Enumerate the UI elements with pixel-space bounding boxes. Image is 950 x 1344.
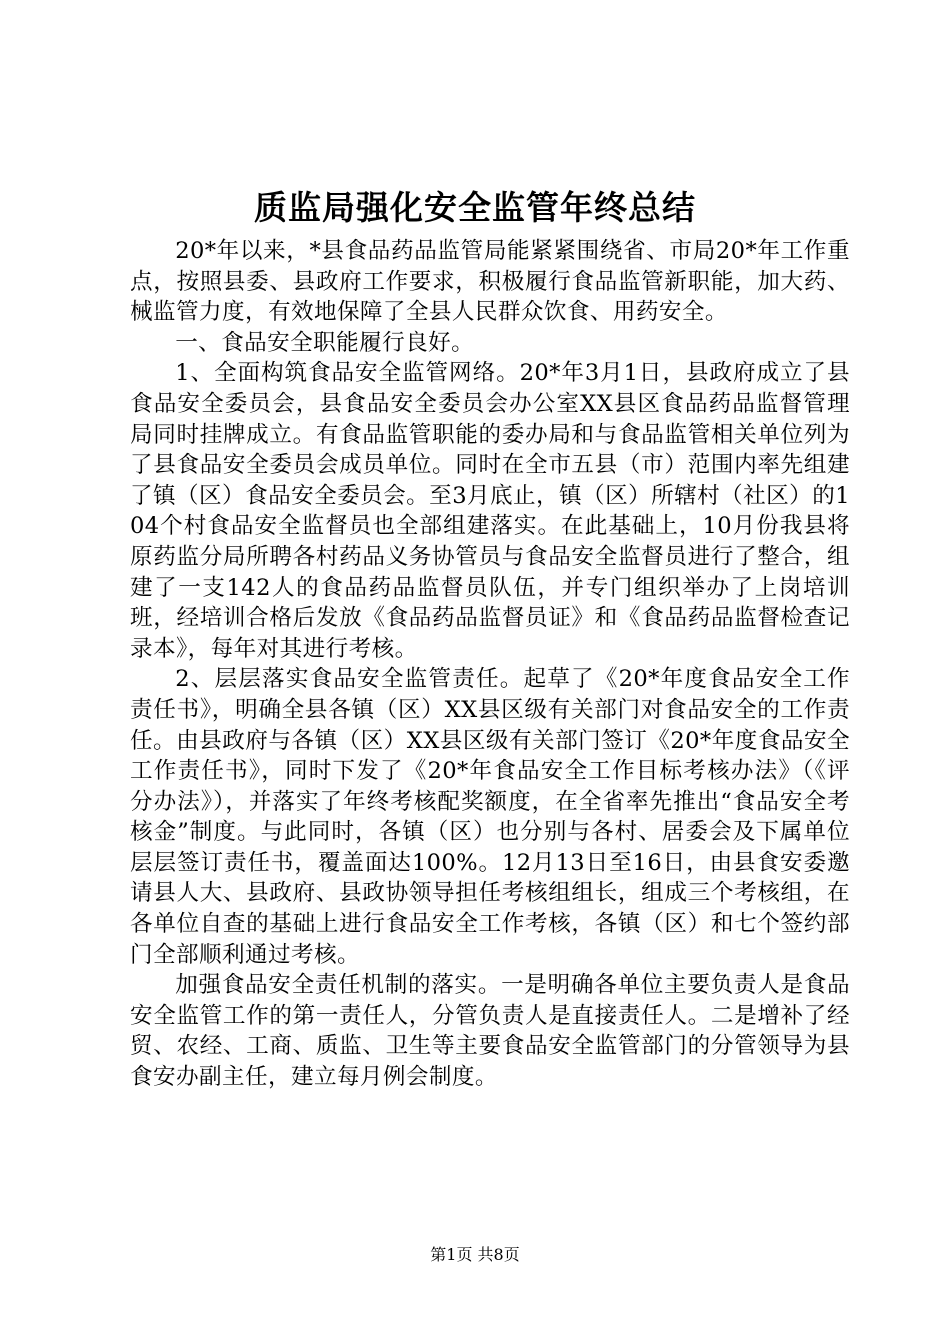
paragraph-monitoring-network: 1、全面构筑食品安全监管网络。20*年3月1日，县政府成立了县食品安全委员会，县食品安全委员会办公室XX县区食品药品监督管理局同时挂牌成立。有食品监管职能的委办局和与食品监管相关单位列为了县食品安全委员会成员单位。同时在全市五县（市）范围内率先组建了镇（区）食品安全委员会。至3月底止，镇（区）所辖村（社区）的104个村食品安全监督员也全部组建落实。在此基础上，10月份我县将原药监分局所聘各村药品义务协管员与食品安全监督员进行了整合，组建了一支142人的食品药品监督员队伍，并专门组织举办了上岗培训班，经培训合格后发放《食品药品监督员证》和《食品药品监督检查记录本》，每年对其进行考核。 bbox=[130, 360, 850, 662]
page-number-footer: 第1页 共8页 bbox=[430, 1245, 520, 1264]
document-title: 质监局强化安全监管年终总结 bbox=[254, 188, 696, 227]
paragraph-responsibility: 2、层层落实食品安全监管责任。起草了《20*年度食品安全工作责任书》，明确全县各镇（区）XX县区级有关部门对食品安全的工作责任。由县政府与各镇（区）XX县区级有关部门签订《20*年度食品安全工作责任书》，同时下发了《20*年食品安全工作目标考核办法》（《评分办法》），并落实了年终考核配奖额度，在全省率先推出“食品安全考核金”制度。与此同时，各镇（区）也分别与各村、居委会及下属单位层层签订责任书，覆盖面达100%。12月13日至16日，由县食安委邀请县人大、县政府、县政协领导担任考核组组长，组成三个考核组，在各单位自查的基础上进行食品安全工作考核，各镇（区）和七个签约部门全部顺利通过考核。 bbox=[130, 666, 850, 968]
document-body bbox=[130, 236, 850, 1093]
paragraph-mechanism: 加强食品安全责任机制的落实。一是明确各单位主要负责人是食品安全监管工作的第一责任人，分管负责人是直接责任人。二是增补了经贸、农经、工商、质监、卫生等主要食品安全监管部门的分管领导为县食安办副主任，建立每月例会制度。 bbox=[130, 972, 850, 1091]
paragraph-intro: 20*年以来，*县食品药品监管局能紧紧围绕省、市局20*年工作重点，按照县委、县政府工作要求，积极履行食品监管新职能，加大药、械监管力度，有效地保障了全县人民群众饮食、用药安全。 bbox=[130, 238, 850, 326]
section-heading-1: 一、食品安全职能履行良好。 bbox=[175, 329, 475, 356]
